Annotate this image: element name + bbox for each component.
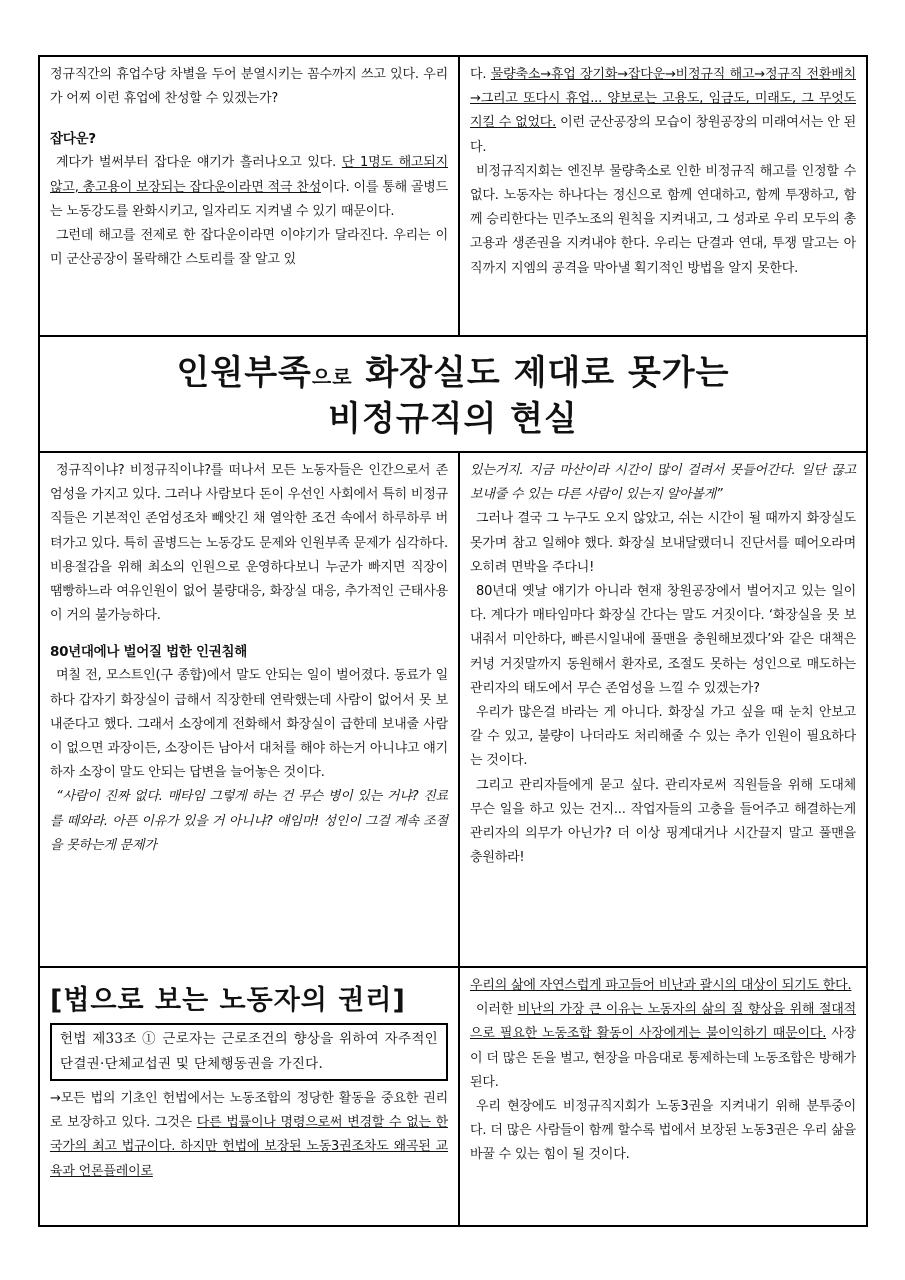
- main-article-section: [40, 453, 866, 968]
- paragraph: [470, 63, 856, 160]
- top-article-left-column: [40, 57, 458, 335]
- section-heading: 잡다운?: [50, 131, 96, 148]
- main-article-left-column: [40, 453, 458, 966]
- headline-text: 인원부족: [176, 353, 312, 393]
- paragraph: 우리 현장에도 비정규직지회가 노동3권을 지켜내기 위해 분투중이다. 더 많은 사람들이 함께 할수록 법에서 보장된 노동3권은 우리 삶을 바꿀 수 있는 힘이 될 것이다.: [470, 1099, 856, 1163]
- underlined-text: 물량축소→휴업 장기화→잡다운→비정규직 해고→정규직 전환배치→그리고 또다시 휴업... 양보로는 고용도, 임금도, 미래도, 그 무엇도 지킬 수 없었다.: [470, 67, 856, 131]
- headline-line-1: [40, 345, 866, 394]
- paragraph-text: 다.: [470, 67, 491, 82]
- paragraph: [470, 974, 856, 998]
- constitution-quote-box: [50, 1023, 448, 1081]
- paragraph-text: 이다. 이를 통해 골병드는 노동강도를 완화시키고, 일자리도 지켜낼 수 있기 때문이다.: [50, 179, 448, 219]
- paragraph-text: →모든 법의 기초인 헌법에서는 노동조합의 정당한 활동을 중요한 권리로 보장하고 있다. 그것은: [50, 1091, 448, 1131]
- paragraph: 우리가 많은걸 바라는 게 아니다. 화장실 가고 싶을 때 눈치 안보고 갈 수 있고, 불량이 나더라도 처리해줄 수 있는 추가 인원이 필요하다는 것이다.: [470, 705, 856, 769]
- paragraph: [50, 1087, 448, 1184]
- top-article-right-column: [458, 57, 866, 335]
- law-left-column: [40, 968, 458, 1225]
- paragraph: 며칠 전, 모스트인(구 종합)에서 말도 안되는 일이 벌어졌다. 동료가 일하다 갑자기 화장실이 급해서 직장한테 연락했는데 사람이 없어서 못 보내준다고 했다. 그래서 소장에게 전화해서 화장실이 급한데 보내줄 사람이 없으면 과장이든, 소장이든 남아서 대처를 해야 하는거 아니냐고 얘기하자 소장이 말도 안되는 답변을 늘어놓은 것이다.: [50, 668, 448, 781]
- section-heading: 80년대에나 벌어질 법한 인권침해: [50, 644, 248, 661]
- paragraph: [50, 151, 448, 224]
- paragraph: 비정규직지회는 엔진부 물량축소로 인한 비정규직 해고를 인정할 수 없다. 노동자는 하나다는 정신으로 함께 연대하고, 함께 투쟁하고, 함께 승리한다는 민주노조의 원칙을 지켜내고, 그 성과로 우리 모두의 총고용과 생존권을 지켜내야 한다. 우리는 단결과 연대, 투쟁 말고는 아직까지 지엠의 공격을 막아낼 획기적인 방법을 알지 못한다.: [470, 163, 856, 276]
- paragraph-text: 사장이 더 많은 돈을 벌고, 현장을 마음대로 통제하는데 노동조합은 방해가 된다.: [470, 1026, 856, 1090]
- top-article-section: [40, 57, 866, 337]
- law-section-title: [법으로 보는 노동자의 권리]: [50, 985, 406, 1016]
- underlined-text: 비난의 가장 큰 이유는 노동자의 삶의 질 향상을 위해 절대적으로 필요한 노동조합 활동이 사장에게는 불이익하기 때문이다.: [470, 1002, 857, 1042]
- main-article-right-column: [458, 453, 866, 966]
- headline-text: 화장실도 제대로 못가는: [352, 353, 730, 393]
- headline-text-small: 으로: [311, 365, 353, 389]
- law-right-column: [458, 968, 866, 1225]
- headline-section: [40, 337, 866, 453]
- paragraph: 정규직이냐? 비정규직이냐?를 떠나서 모든 노동자들은 인간으로서 존엄성을 가지고 있다. 그러나 사람보다 돈이 우선인 사회에서 특히 비정규직들은 기본적인 존엄성조차 빼앗긴 채 열악한 조건 속에서 하루하루 버텨가고 있다. 특히 골병드는 노동강도 문제와 인원부족 문제가 심각하다. 비용절감을 위해 최소의 인원으로 운영하다보니 누군가 빠지면 직장이 땜빵하느라 여유인원이 없어 불량대응, 화장실 대응, 추가적인 근태사용이 거의 불가능하다.: [50, 463, 448, 624]
- paragraph: 정규직간의 휴업수당 차별을 두어 분열시키는 꼼수까지 쓰고 있다. 우리가 어찌 이런 휴업에 찬성할 수 있겠는가?: [50, 67, 448, 107]
- paragraph-text: 이러한: [476, 1002, 518, 1018]
- law-section: [40, 968, 866, 1225]
- underlined-text: 다른 법률이나 명령으로써 변경할 수 없는 한 국가의 최고 법규이다. 하지만 헌법에 보장된 노동3권조차도 왜곡된 교육과 언론플레이로: [50, 1115, 448, 1179]
- underlined-text: 단 1명도 해고되지 않고, 총고용이 보장되는 잡다운이라면 적극 찬성: [50, 155, 449, 195]
- headline-line-2: 비정규직의 현실: [328, 399, 578, 439]
- quote-text: 있는거지. 지금 마산이라 시간이 많이 걸려서 못들어간다. 일단 끊고 보내줄 수 있는 다른 사람이 있는지 알아볼게”: [470, 463, 856, 503]
- underlined-text: 우리의 삶에 자연스럽게 파고들어 비난과 괄시의 대상이 되기도 한다.: [470, 978, 852, 993]
- newsletter-frame: [38, 55, 868, 1227]
- paragraph: 그러나 결국 그 누구도 오지 않았고, 쉬는 시간이 될 때까지 화장실도 못가며 참고 일해야 했다. 화장실 보내달랬더니 진단서를 떼어오라며 오히려 면박을 주다니!: [470, 511, 856, 575]
- paragraph: 80년대 옛날 얘기가 아니라 현재 창원공장에서 벌어지고 있는 일이다. 계다가 매타임마다 화장실 간다는 말도 거짓이다. ‘화장실을 못 보내줘서 미안하다, 빠른시일내에 풀맨을 충원해보겠다’와 같은 대책은커녕 거짓말까지 동원해서 환자로, 조절도 못하는 성인으로 매도하는 관리자의 태도에서 무슨 존엄성을 느낄 수 있겠는가?: [470, 584, 856, 696]
- paragraph-text: 계다가 벌써부터 잡다운 얘기가 흘러나오고 있다.: [56, 155, 342, 171]
- constitution-article: 헌법 제33조 ① 근로자는 근로조건의 향상을 위하여 자주적인 단결권·단체교섭권 및 단체행동권을 가진다.: [60, 1031, 438, 1072]
- quote-text: “사람이 진짜 없다. 매타임 그렇게 하는 건 무슨 병이 있는 거냐? 진료를 떼와라. 아픈 이유가 있을 거 아니냐? 얘임마! 성인이 그걸 계속 조절을 못하는게 문제가: [50, 789, 448, 853]
- paragraph: 그리고 관리자들에게 묻고 싶다. 관리자로써 직원들을 위해 도대체 무슨 일을 하고 있는 건지... 작업자들의 고충을 들어주고 해결하는게 관리자의 의무가 아닌가? 더 이상 핑계대거나 시간끌지 말고 풀맨을 충원하라!: [470, 777, 856, 866]
- paragraph-text: 이런 군산공장의 모습이 창원공장의 미래여서는 안 된다.: [470, 115, 856, 155]
- paragraph: 그런데 해고를 전제로 한 잡다운이라면 이야기가 달라진다. 우리는 이미 군산공장이 몰락해간 스토리를 잘 알고 있: [50, 228, 448, 268]
- paragraph: [470, 998, 856, 1095]
